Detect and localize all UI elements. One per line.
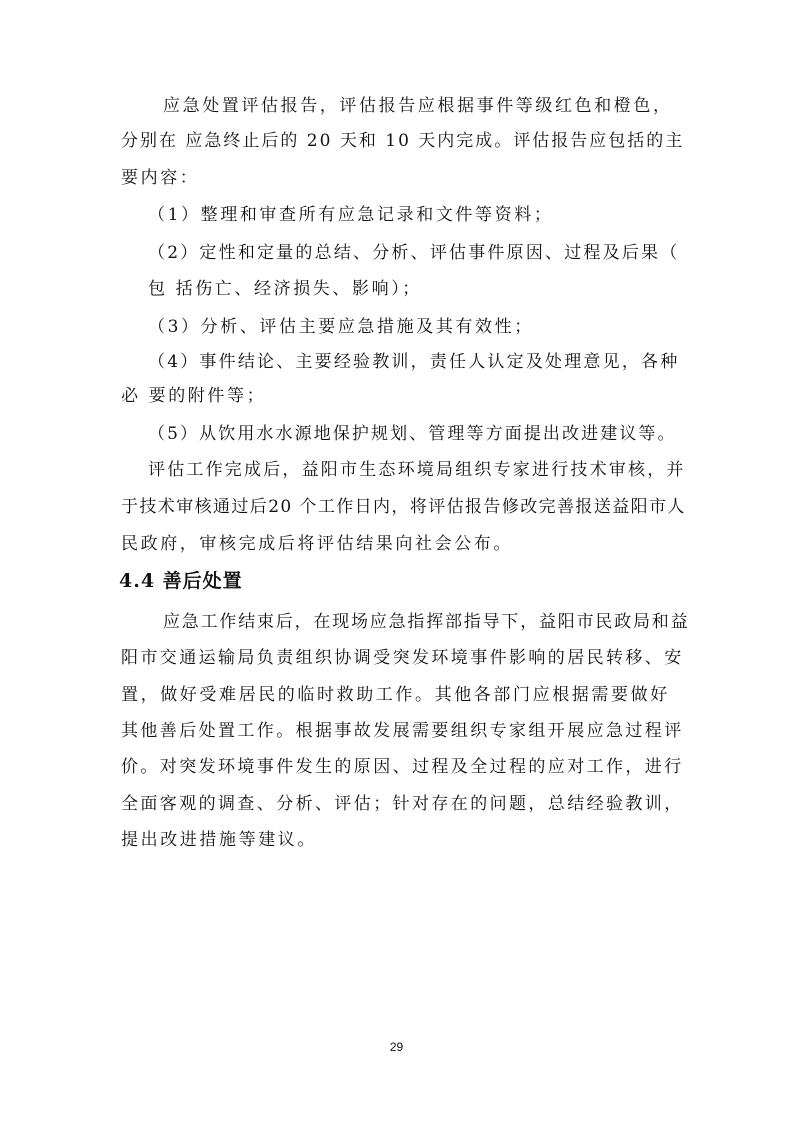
paragraph-line: 应急工作结束后，在现场应急指挥部指导下，益阳市民政局和益: [163, 612, 690, 632]
paragraph-line: 置，做好受难居民的临时救助工作。其他各部门应根据需要做好: [121, 685, 670, 705]
list-item-line: 必 要的附件等；: [121, 386, 267, 406]
paragraph-line: 评估工作完成后，益阳市生态环境局组织专家进行技术审核，并: [148, 460, 686, 480]
list-item-line: （1）整理和审查所有应急记录和文件等资料；: [148, 205, 554, 225]
paragraph-line: 价。对突发环境事件发生的原因、过程及全过程的应对工作，进行: [121, 757, 684, 777]
list-item-line: （2）定性和定量的总结、分析、评估事件原因、过程及后果（: [148, 243, 680, 263]
paragraph-line: 阳市交通运输局负责组织协调受突发环境事件影响的居民转移、安: [121, 648, 684, 668]
paragraph-line: 应急处置评估报告，评估报告应根据事件等级红色和橙色，: [163, 96, 673, 116]
section-heading: 4.4 善后处置: [119, 570, 243, 592]
paragraph-line: 提出改进措施等建议。: [121, 830, 317, 850]
paragraph-line: 分别在 应急终止后的 20 天和 10 天内完成。评估报告应包括的主: [121, 131, 685, 151]
list-item-line: （3）分析、评估主要应急措施及其有效性；: [148, 317, 534, 337]
list-item-line: （4）事件结论、主要经验教训，责任人认定及处理意见，各种: [148, 352, 680, 372]
list-item-line: （5）从饮用水水源地保护规划、管理等方面提出改进建议等。: [148, 424, 677, 444]
paragraph-line: 全面客观的调查、分析、评估；针对存在的问题，总结经验教训，: [121, 794, 684, 814]
paragraph-line: 要内容：: [121, 168, 200, 188]
paragraph-line: 民政府，审核完成后将评估结果向社会公布。: [121, 534, 513, 554]
paragraph-line: 其他善后处置工作。根据事故发展需要组织专家组开展应急过程评: [121, 721, 684, 741]
list-item-line: 包 括伤亡、经济损失、影响）；: [148, 279, 422, 299]
page-number: 29: [389, 1040, 404, 1054]
paragraph-line: 于技术审核通过后20 个工作日内，将评估报告修改完善报送益阳市人: [121, 497, 686, 517]
